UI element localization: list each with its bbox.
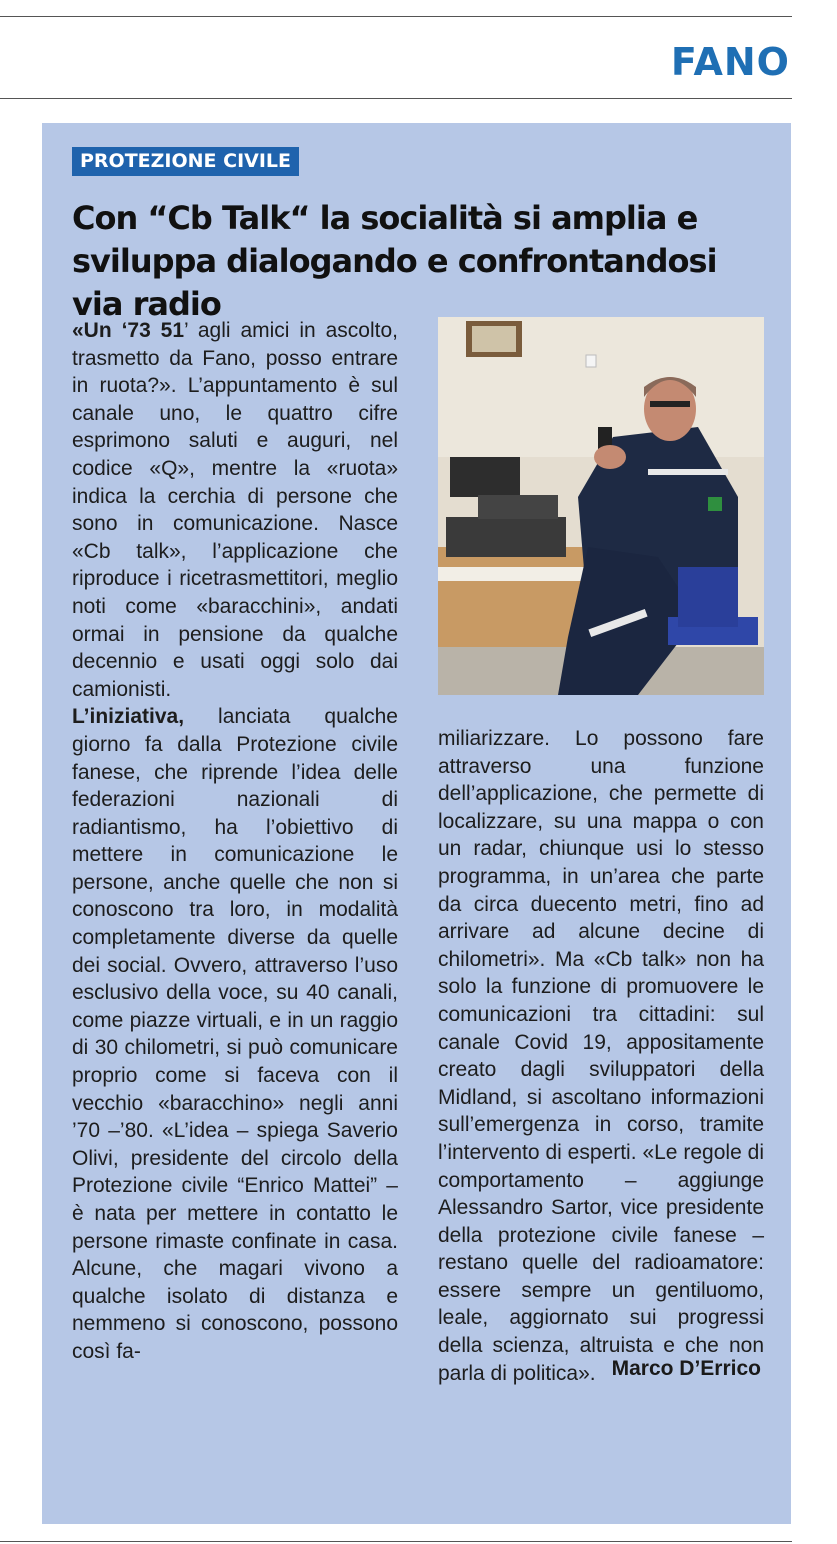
header-rule [0,98,792,99]
article-box [42,123,791,1524]
photo-illustration [438,317,764,695]
kicker-label: PROTEZIONE CIVILE [72,147,299,176]
paragraph-1-text: ’ agli amici in ascolto, trasmetto da Fano, posso entrare in ruota?». L’appuntamento è sul canale uno, le quattro cifre esprimono saluti e auguri, nel codice «Q», mentre la «ruota» indica la cerchia di persone che sono in comunicazione. Nasce «Cb talk», l’applicazione che riproduce i ricetrasmettitori, meglio noti come «baracchini», andati ormai in pensione da qualche decennio e usati oggi solo dai camionisti. [72,319,398,701]
paragraph-3: miliarizzare. Lo possono fare attraverso una funzione dell’applicazione, che permette di localizzare, su una mappa o con un radar, chiunque usi lo stesso programma, in un’area che parte da circa duecento metri, fino ad arrivare ad alcune decine di chilometri». Ma «Cb talk» non ha solo la funzione di promuovere le comunicazioni tra cittadini: sul canale Covid 19, appositamente creato dagli sviluppatori della Midland, si ascoltano informazioni sull’emergenza in corso, tramite l’intervento di esperti. «Le regole di comportamento – aggiunge Alessandro Sartor, vice presidente della protezione civile fanese – restano quelle del radioamatore: essere sempre un gentiluomo, leale, aggiornato sui progressi della scienza, altruista e che non parla di politica». [438,727,764,1385]
column-right [438,725,764,1387]
top-rule [0,16,792,17]
section-label: FANO [670,40,790,84]
lead-bold: «Un ‘73 51 [72,319,185,342]
paragraph-1 [72,317,398,703]
bottom-rule [0,1541,792,1542]
headline: Con “Cb Talk“ la socialità si amplia e sviluppa dialogando e confrontandosi via radio [72,199,717,323]
author-signature: Marco D’Errico [611,1357,761,1380]
paragraph-2 [72,703,398,1365]
article-photo [438,317,764,695]
column-left [72,317,398,1366]
paragraph-2-text: lanciata qualche giorno fa dalla Protezione civile fanese, che riprende l’idea delle federazioni nazionali di radiantismo, ha l’obiettivo di mettere in comunicazione le persone, anche quelle che non si conoscono tra loro, in modalità completamente diverse da quelle dei social. Ovvero, attraverso l’uso esclusivo della voce, su 40 canali, come piazze virtuali, e in un raggio di 30 chilometri, si può comunicare proprio come si faceva con il vecchio «baracchino» negli anni ’70 –’80. «L’idea – spiega Saverio Olivi, presidente del circolo della Protezione civile “Enrico Mattei” – è nata per mettere in contatto le persone rimaste confinate in casa. Alcune, che magari vivono a qualche isolato di distanza e nemmeno si conoscono, possono così fa- [72,705,398,1363]
lead-bold: L’iniziativa, [72,705,185,729]
